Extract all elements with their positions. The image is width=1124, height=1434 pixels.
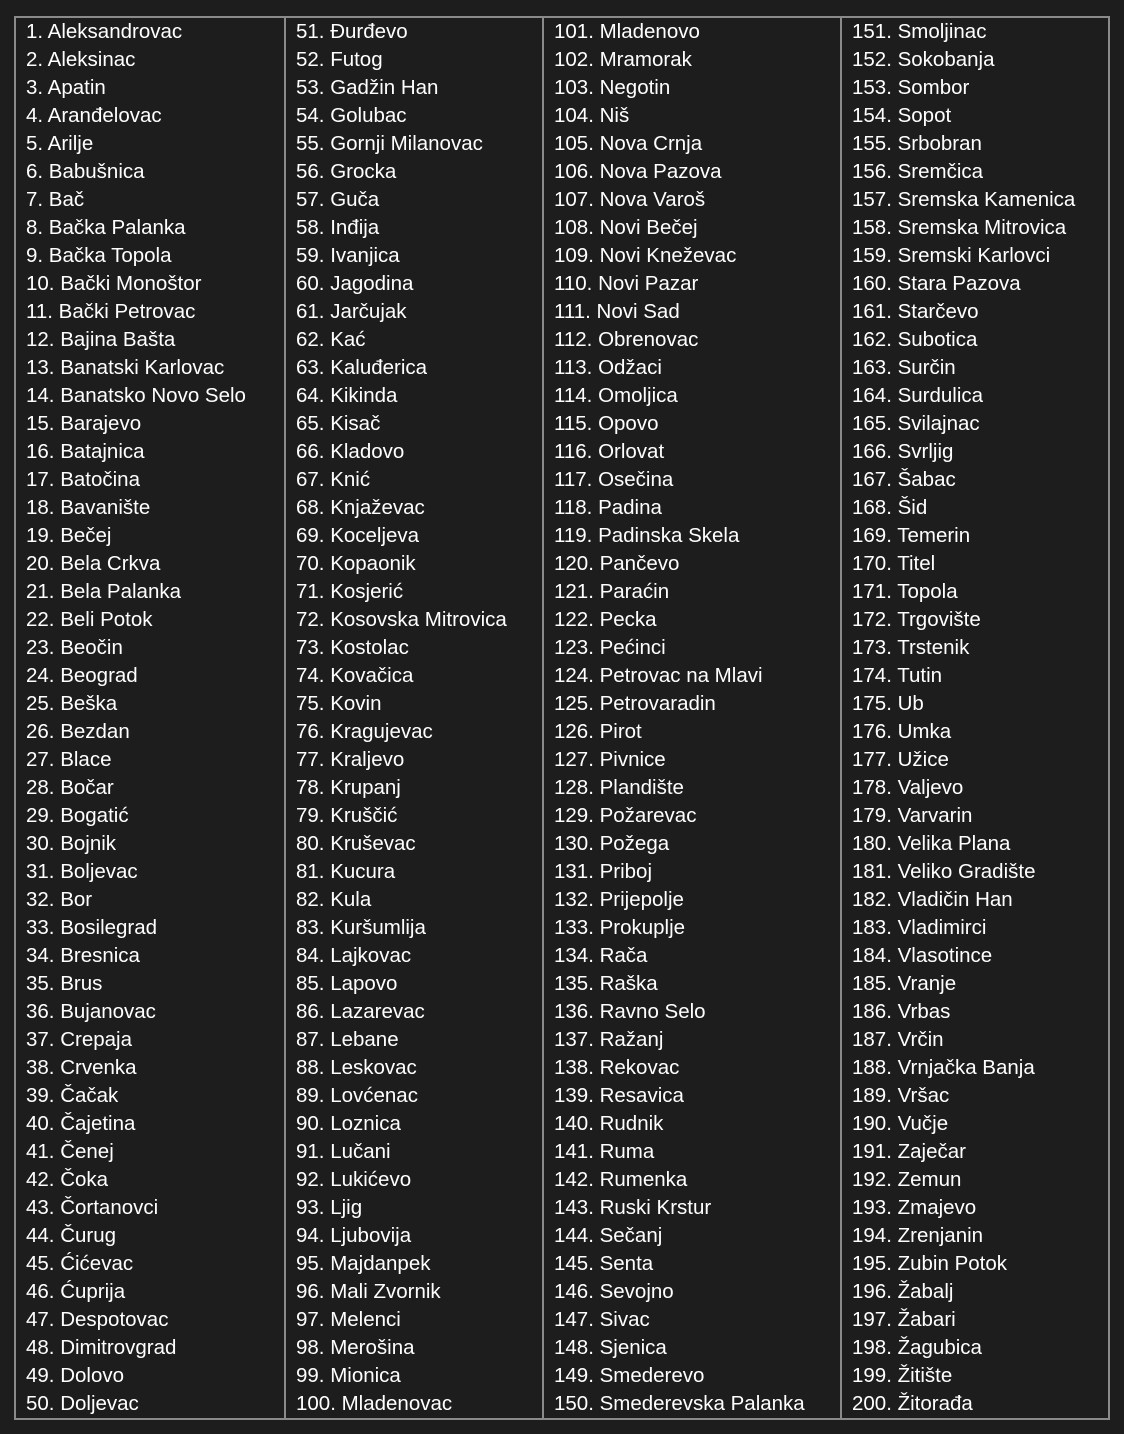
city-list-item: 151. Smoljinac — [852, 20, 987, 43]
city-list-item: 118. Padina — [544, 494, 842, 522]
city-list-item: 172. Trgovište — [852, 608, 981, 631]
city-list-item: 101. Mladenovo — [544, 18, 842, 46]
city-list-item: 55. Gornji Milanovac — [286, 130, 544, 158]
city-list-item: 33. Bosilegrad — [16, 914, 286, 942]
city-list-item: 9. Bačka Topola — [16, 242, 286, 270]
city-list-item: 158. Sremska Mitrovica — [852, 216, 1067, 239]
city-list-item: 187. Vrčin — [852, 1028, 944, 1051]
city-list-item: 14. Banatsko Novo Selo — [16, 382, 286, 410]
city-list-item: 175. Ub — [852, 692, 924, 715]
city-list-item: 190. Vučje — [852, 1112, 949, 1135]
city-list-item: 120. Pančevo — [544, 550, 842, 578]
city-list-item: 194. Zrenjanin — [852, 1224, 984, 1247]
city-list-item: 61. Jarčujak — [286, 298, 544, 326]
city-list-item: 37. Crepaja — [16, 1026, 286, 1054]
city-list-item: 58. Inđija — [286, 214, 544, 242]
city-list-item: 137. Ražanj — [544, 1026, 842, 1054]
city-list-item: 128. Plandište — [544, 774, 842, 802]
city-list-item: 80. Kruševac — [286, 830, 544, 858]
city-list-item: 34. Bresnica — [16, 942, 286, 970]
city-list-item: 79. Kruščić — [286, 802, 544, 830]
city-list-item: 102. Mramorak — [544, 46, 842, 74]
city-list-item: 142. Rumenka — [544, 1166, 842, 1194]
city-list-item: 171. Topola — [852, 580, 958, 603]
city-list-item: 98. Merošina — [286, 1334, 544, 1362]
city-list-item: 165. Svilajnac — [852, 412, 980, 435]
city-list-item: 107. Nova Varoš — [544, 186, 842, 214]
city-list-item: 143. Ruski Krstur — [544, 1194, 842, 1222]
city-list-item: 166. Svrljig — [852, 440, 954, 463]
city-list-item: 24. Beograd — [16, 662, 286, 690]
city-list-item: 178. Valjevo — [852, 776, 964, 799]
city-list-item: 157. Sremska Kamenica — [852, 188, 1076, 211]
city-list-item: 133. Prokuplje — [544, 914, 842, 942]
city-list-item: 86. Lazarevac — [286, 998, 544, 1026]
city-list-item: 106. Nova Pazova — [544, 158, 842, 186]
city-list-item: 167. Šabac — [852, 468, 956, 491]
city-list-item: 93. Ljig — [286, 1194, 544, 1222]
city-list-item: 81. Kucura — [286, 858, 544, 886]
city-list-item: 26. Bezdan — [16, 718, 286, 746]
city-list-item: 163. Surčin — [852, 356, 956, 379]
city-list-item: 94. Ljubovija — [286, 1222, 544, 1250]
city-list-item: 114. Omoljica — [544, 382, 842, 410]
city-list-item: 3. Apatin — [16, 74, 286, 102]
city-list-item: 74. Kovačica — [286, 662, 544, 690]
city-list-item: 109. Novi Kneževac — [544, 242, 842, 270]
city-list-item: 49. Dolovo — [16, 1362, 286, 1390]
city-list-item: 43. Čortanovci — [16, 1194, 286, 1222]
city-list-item: 35. Brus — [16, 970, 286, 998]
city-list-item: 136. Ravno Selo — [544, 998, 842, 1026]
city-list-item: 103. Negotin — [544, 74, 842, 102]
city-list-item: 126. Pirot — [544, 718, 842, 746]
city-list-item: 138. Rekovac — [544, 1054, 842, 1082]
city-list-item: 73. Kostolac — [286, 634, 544, 662]
city-list-item: 13. Banatski Karlovac — [16, 354, 286, 382]
city-list-item: 68. Knjaževac — [286, 494, 544, 522]
city-list-item: 30. Bojnik — [16, 830, 286, 858]
city-list-item: 46. Ćuprija — [16, 1278, 286, 1306]
city-list-item: 38. Crvenka — [16, 1054, 286, 1082]
city-list-item: 191. Zaječar — [852, 1140, 966, 1163]
city-list-item: 140. Rudnik — [544, 1110, 842, 1138]
city-list-item: 141. Ruma — [544, 1138, 842, 1166]
city-list-item: 57. Guča — [286, 186, 544, 214]
city-list-item: 72. Kosovska Mitrovica — [286, 606, 544, 634]
city-list-item: 186. Vrbas — [852, 1000, 951, 1023]
city-list-item: 32. Bor — [16, 886, 286, 914]
city-list-item: 144. Sečanj — [544, 1222, 842, 1250]
city-list-item: 164. Surdulica — [852, 384, 984, 407]
city-list-item: 108. Novi Bečej — [544, 214, 842, 242]
city-list-item: 39. Čačak — [16, 1082, 286, 1110]
city-list-item: 119. Padinska Skela — [544, 522, 842, 550]
city-list-item: 16. Batajnica — [16, 438, 286, 466]
city-list-item: 125. Petrovaradin — [544, 690, 842, 718]
city-list-item: 78. Krupanj — [286, 774, 544, 802]
city-list-item: 152. Sokobanja — [852, 48, 995, 71]
city-list-item: 59. Ivanjica — [286, 242, 544, 270]
city-list-item: 48. Dimitrovgrad — [16, 1334, 286, 1362]
city-list-item: 129. Požarevac — [544, 802, 842, 830]
city-list-item: 121. Paraćin — [544, 578, 842, 606]
city-list-item: 156. Sremčica — [852, 160, 984, 183]
city-list-item: 20. Bela Crkva — [16, 550, 286, 578]
city-list-item: 77. Kraljevo — [286, 746, 544, 774]
city-list-item: 19. Bečej — [16, 522, 286, 550]
city-list-item: 148. Sjenica — [544, 1334, 842, 1362]
city-list-item: 2. Aleksinac — [16, 46, 286, 74]
city-list-item: 113. Odžaci — [544, 354, 842, 382]
city-list-item: 88. Leskovac — [286, 1054, 544, 1082]
city-list-item: 10. Bački Monoštor — [16, 270, 286, 298]
city-list-item: 183. Vladimirci — [852, 916, 987, 939]
city-list-item: 64. Kikinda — [286, 382, 544, 410]
city-list-item: 159. Sremski Karlovci — [852, 244, 1051, 267]
city-list-item: 89. Lovćenac — [286, 1082, 544, 1110]
city-list-item: 75. Kovin — [286, 690, 544, 718]
city-list-item: 23. Beočin — [16, 634, 286, 662]
city-list-item: 50. Doljevac — [16, 1390, 286, 1418]
city-list-item: 51. Đurđevo — [286, 18, 544, 46]
city-list-item: 62. Kać — [286, 326, 544, 354]
city-list-item: 155. Srbobran — [852, 132, 982, 155]
city-list-item: 97. Melenci — [286, 1306, 544, 1334]
city-list-item: 12. Bajina Bašta — [16, 326, 286, 354]
city-list-item: 18. Bavanište — [16, 494, 286, 522]
city-list-item: 117. Osečina — [544, 466, 842, 494]
city-list-item: 105. Nova Crnja — [544, 130, 842, 158]
city-list-item: 45. Ćićevac — [16, 1250, 286, 1278]
city-list-item: 17. Batočina — [16, 466, 286, 494]
city-list-item: 139. Resavica — [544, 1082, 842, 1110]
city-list-item: 115. Opovo — [544, 410, 842, 438]
city-list-table — [14, 16, 1110, 1420]
city-list-item: 6. Babušnica — [16, 158, 286, 186]
city-list-item: 189. Vršac — [852, 1084, 950, 1107]
city-list-item: 124. Petrovac na Mlavi — [544, 662, 842, 690]
city-list-item: 200. Žitorađa — [852, 1392, 973, 1415]
city-list-item: 99. Mionica — [286, 1362, 544, 1390]
city-list-item: 182. Vladičin Han — [852, 888, 1013, 911]
city-list-item: 180. Velika Plana — [852, 832, 1011, 855]
city-list-item: 123. Pećinci — [544, 634, 842, 662]
city-list-item: 29. Bogatić — [16, 802, 286, 830]
city-list-item: 66. Kladovo — [286, 438, 544, 466]
city-list-item: 146. Sevojno — [544, 1278, 842, 1306]
city-list-item: 40. Čajetina — [16, 1110, 286, 1138]
city-list-item: 169. Temerin — [852, 524, 971, 547]
city-list-item: 36. Bujanovac — [16, 998, 286, 1026]
city-list-item: 76. Kragujevac — [286, 718, 544, 746]
city-list-item: 5. Arilje — [16, 130, 286, 158]
city-list-item: 71. Kosjerić — [286, 578, 544, 606]
city-list-item: 47. Despotovac — [16, 1306, 286, 1334]
city-list-item: 170. Titel — [852, 552, 936, 575]
city-list-item: 53. Gadžin Han — [286, 74, 544, 102]
city-list-item: 116. Orlovat — [544, 438, 842, 466]
city-list-item: 8. Bačka Palanka — [16, 214, 286, 242]
city-list-item: 173. Trstenik — [852, 636, 970, 659]
city-list-item: 87. Lebane — [286, 1026, 544, 1054]
city-list-item: 197. Žabari — [852, 1308, 956, 1331]
city-list-item: 184. Vlasotince — [852, 944, 993, 967]
city-list-item: 31. Boljevac — [16, 858, 286, 886]
city-list-item: 44. Čurug — [16, 1222, 286, 1250]
city-list-item: 65. Kisač — [286, 410, 544, 438]
city-list-item: 193. Zmajevo — [852, 1196, 977, 1219]
city-list-item: 131. Priboj — [544, 858, 842, 886]
city-list-item: 54. Golubac — [286, 102, 544, 130]
city-list-item: 154. Sopot — [852, 104, 952, 127]
city-list-item: 127. Pivnice — [544, 746, 842, 774]
city-list-item: 179. Varvarin — [852, 804, 973, 827]
city-list-item: 135. Raška — [544, 970, 842, 998]
city-list-item: 110. Novi Pazar — [544, 270, 842, 298]
city-list-item: 91. Lučani — [286, 1138, 544, 1166]
city-list-item: 85. Lapovo — [286, 970, 544, 998]
city-list-item: 28. Bočar — [16, 774, 286, 802]
city-list-item: 192. Zemun — [852, 1168, 962, 1191]
city-list-item: 168. Šid — [852, 496, 928, 519]
city-list-item: 11. Bački Petrovac — [16, 298, 286, 326]
city-list-item: 104. Niš — [544, 102, 842, 130]
city-list-item: 150. Smederevska Palanka — [544, 1390, 842, 1418]
city-list-item: 176. Umka — [852, 720, 952, 743]
city-list-item: 69. Koceljeva — [286, 522, 544, 550]
city-list-item: 42. Čoka — [16, 1166, 286, 1194]
city-list-item: 4. Aranđelovac — [16, 102, 286, 130]
city-list-item: 112. Obrenovac — [544, 326, 842, 354]
city-list-item: 198. Žagubica — [852, 1336, 982, 1359]
city-list-item: 185. Vranje — [852, 972, 957, 995]
city-list-item: 149. Smederevo — [544, 1362, 842, 1390]
city-list-item: 1. Aleksandrovac — [16, 18, 286, 46]
city-list-item: 21. Bela Palanka — [16, 578, 286, 606]
city-list-item: 122. Pecka — [544, 606, 842, 634]
city-list-item: 84. Lajkovac — [286, 942, 544, 970]
city-list-item: 27. Blace — [16, 746, 286, 774]
city-list-item: 95. Majdanpek — [286, 1250, 544, 1278]
city-list-item: 90. Loznica — [286, 1110, 544, 1138]
city-list-item: 162. Subotica — [852, 328, 978, 351]
city-list-item: 96. Mali Zvornik — [286, 1278, 544, 1306]
city-list-item: 181. Veliko Gradište — [852, 860, 1036, 883]
city-list-item: 100. Mladenovac — [286, 1390, 544, 1418]
city-list-item: 15. Barajevo — [16, 410, 286, 438]
city-list-item: 25. Beška — [16, 690, 286, 718]
city-list-item: 174. Tutin — [852, 664, 943, 687]
city-list-item: 92. Lukićevo — [286, 1166, 544, 1194]
city-list-item: 67. Knić — [286, 466, 544, 494]
city-list-item: 70. Kopaonik — [286, 550, 544, 578]
city-list-item: 147. Sivac — [544, 1306, 842, 1334]
city-list-item: 177. Užice — [852, 748, 949, 771]
city-list-item: 111. Novi Sad — [544, 298, 842, 326]
city-list-item: 153. Sombor — [852, 76, 970, 99]
city-list-item: 56. Grocka — [286, 158, 544, 186]
city-list-item: 60. Jagodina — [286, 270, 544, 298]
city-list-item: 145. Senta — [544, 1250, 842, 1278]
city-list-item: 82. Kula — [286, 886, 544, 914]
city-list-item: 22. Beli Potok — [16, 606, 286, 634]
city-list-item: 63. Kaluđerica — [286, 354, 544, 382]
city-list-item: 134. Rača — [544, 942, 842, 970]
city-list-item: 195. Zubin Potok — [852, 1252, 1007, 1275]
city-list-item: 161. Starčevo — [852, 300, 979, 323]
city-list-item: 196. Žabalj — [852, 1280, 954, 1303]
city-list-item: 132. Prijepolje — [544, 886, 842, 914]
city-list-item: 160. Stara Pazova — [852, 272, 1021, 295]
city-list-item: 52. Futog — [286, 46, 544, 74]
city-list-item: 188. Vrnjačka Banja — [852, 1056, 1035, 1079]
city-list-item: 199. Žitište — [852, 1364, 953, 1387]
city-list-item: 83. Kuršumlija — [286, 914, 544, 942]
city-list-item: 7. Bač — [16, 186, 286, 214]
city-list-item: 130. Požega — [544, 830, 842, 858]
city-list-item: 41. Čenej — [16, 1138, 286, 1166]
